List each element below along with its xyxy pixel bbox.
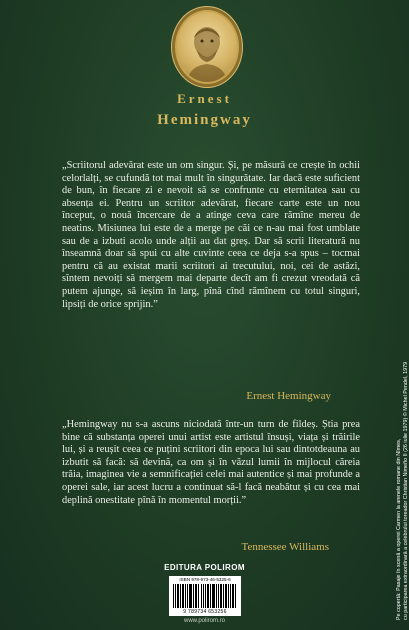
- author-last-name: Hemingway: [157, 112, 252, 128]
- quote-attribution-hemingway: Ernest Hemingway: [246, 390, 331, 402]
- publisher-name: EDITURA POLIROM: [164, 563, 245, 572]
- isbn-barcode: [169, 576, 241, 616]
- quote-hemingway: „Scriitorul adevărat este un om singur. Și, pe măsură ce crește în ochii celorlalți, se cufundă tot mai mult în singurătate. Iar dacă este suficient de bun, în fiecare zi e nevoit să se confrunte cu eternitatea sau cu absența ei. Pentru un scriitor adevărat, fiecare carte este un nou început, o nouă încercare de a atinge ceva care rămîne mereu de neatins. Misiunea lui este de a merge pe căi ce n-au mai fost umblate sau de a izbuti acolo unde alții au dat greș. Dar să scrii literatură nu înseamnă doar să spui cu alte cuvinte ceea ce deja s-a spus – tocmai pentru că au existat marii scriitori ai trecutului, noi, cei de astăzi, sîntem nevoiți să mergem mai departe decît am fi crezut vreodată că putem ajunge, să ieșim în larg, pînă cînd rămînem cu totul singuri, lipsiți de orice sprijin.”: [62, 160, 360, 310]
- quote-attribution-williams: Tennessee Williams: [241, 541, 329, 553]
- credits-line-1: Pe copertă: Pasaje în scenă a operei Carmen la arenele romane din Nîmes,: [396, 438, 402, 620]
- publisher-website: www.polirom.ro: [183, 618, 225, 624]
- cover-photo-credits: [396, 10, 409, 620]
- author-portrait-medallion: [175, 10, 239, 84]
- author-first-name: Ernest: [177, 91, 232, 106]
- portrait-icon: [177, 12, 237, 82]
- barcode-number: 9 789734 653256: [183, 609, 227, 615]
- credits-line-2: cu participarea extraordinară a celebrului toreador Christian Nimeño II (26 iulie 1979) © Michel Pendel, 1979: [403, 361, 409, 620]
- quote-williams: „Hemingway nu s-a ascuns niciodată într-un turn de fildeș. Știa prea bine că substanța operei unui artist este artistul însuși, viața și trăirile lui, și a reușit ceea ce puțini scriitori din epoca lui sau dintotdeauna au izbutit să facă: să devină, ca om și în văzul lumii în mijlocul căreia trăia, imaginea vie a semnificației celei mai autentice și mai profunde a operei sale, iar acest lucru a continuat să-l facă neabătut și cu cea mai deplină onestitate pînă în momentul morții.”: [62, 419, 360, 506]
- isbn-number: ISBN 978-973-46-5325-6: [179, 577, 231, 582]
- barcode-bars: [173, 584, 237, 608]
